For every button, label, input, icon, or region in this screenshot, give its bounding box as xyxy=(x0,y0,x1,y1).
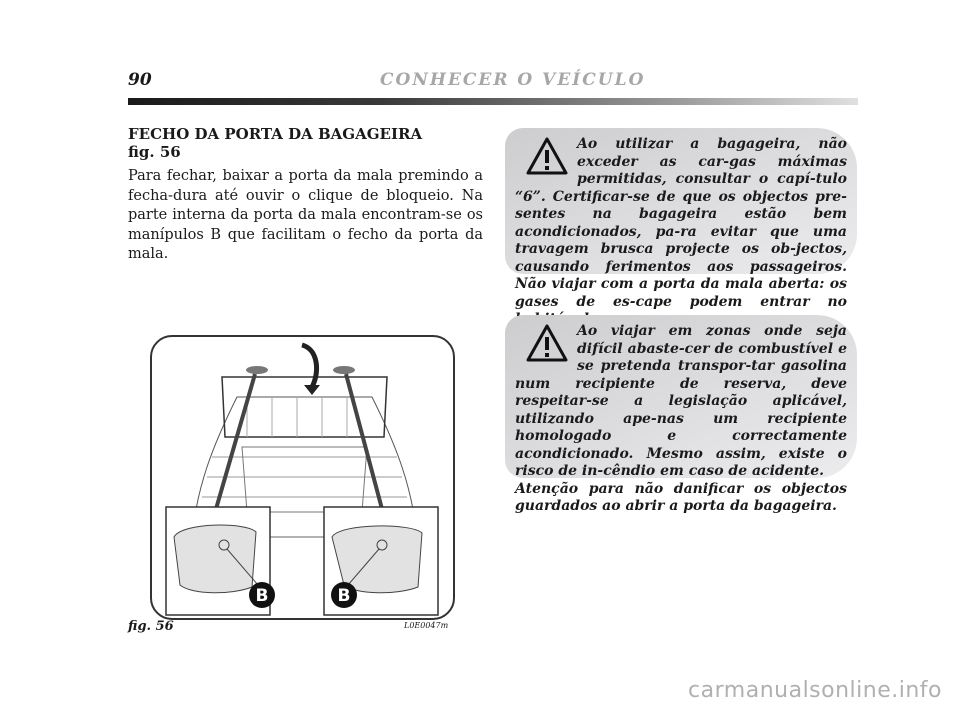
figure-caption: fig. 56 xyxy=(128,619,174,634)
figure-code: L0E0047m xyxy=(404,621,449,630)
header-rule xyxy=(128,98,858,105)
warning-text-2b: Atenção para não danificar os objectos guardados ao abrir a porta da bagageira. xyxy=(515,480,847,514)
section-title xyxy=(128,125,422,161)
page-number: 90 xyxy=(128,70,152,90)
running-header-title: CONHECER O VEÍCULO xyxy=(380,70,646,90)
warning-text-2: Ao viajar em zonas onde seja difícil abaste-cer de combustível e se pretenda transpor-tar gasolina num recipiente de reserva, deve respeitar-se a legislação aplicável, utilizando ape-nas um recipiente homologado e correctamente acondicionado. Mesmo assim, existe o risco de in-cêndio em caso de acidente. xyxy=(515,323,847,479)
warning-box-1 xyxy=(505,128,857,310)
label-b-left: B xyxy=(255,586,269,606)
warning-triangle-icon xyxy=(525,323,569,363)
figure-illustration xyxy=(150,335,455,620)
warning-box-2 xyxy=(505,315,857,514)
body-paragraph: Para fechar, baixar a porta da mala premindo a fecha-dura até ouvir o clique de bloqueio. Na parte interna da porta da mala encontram-se os manípulos B que facilitam o fecho da porta da mala. xyxy=(128,168,483,262)
section-title-figref: fig. 56 xyxy=(128,143,181,161)
label-b-right: B xyxy=(337,586,351,606)
warning-text-1: Ao utilizar a bagageira, não exceder as car-gas máximas permitidas, consultar o capí-tulo “6”. Certificar-se de que os objectos pre-sentes na bagageira estão bem acondicionados, pa-ra evitar que uma travagem brusca projecte os ob-jectos, causando ferimentos aos passageiros. Não viajar com a porta da mala aberta: os gases de es-cape podem entrar no xyxy=(515,136,847,310)
warning-triangle-icon xyxy=(525,136,569,176)
tailgate-illustration xyxy=(152,337,452,617)
section-title-main: FECHO DA PORTA DA BAGAGEIRA xyxy=(128,125,423,143)
watermark: carmanualsonline.info xyxy=(688,678,942,703)
